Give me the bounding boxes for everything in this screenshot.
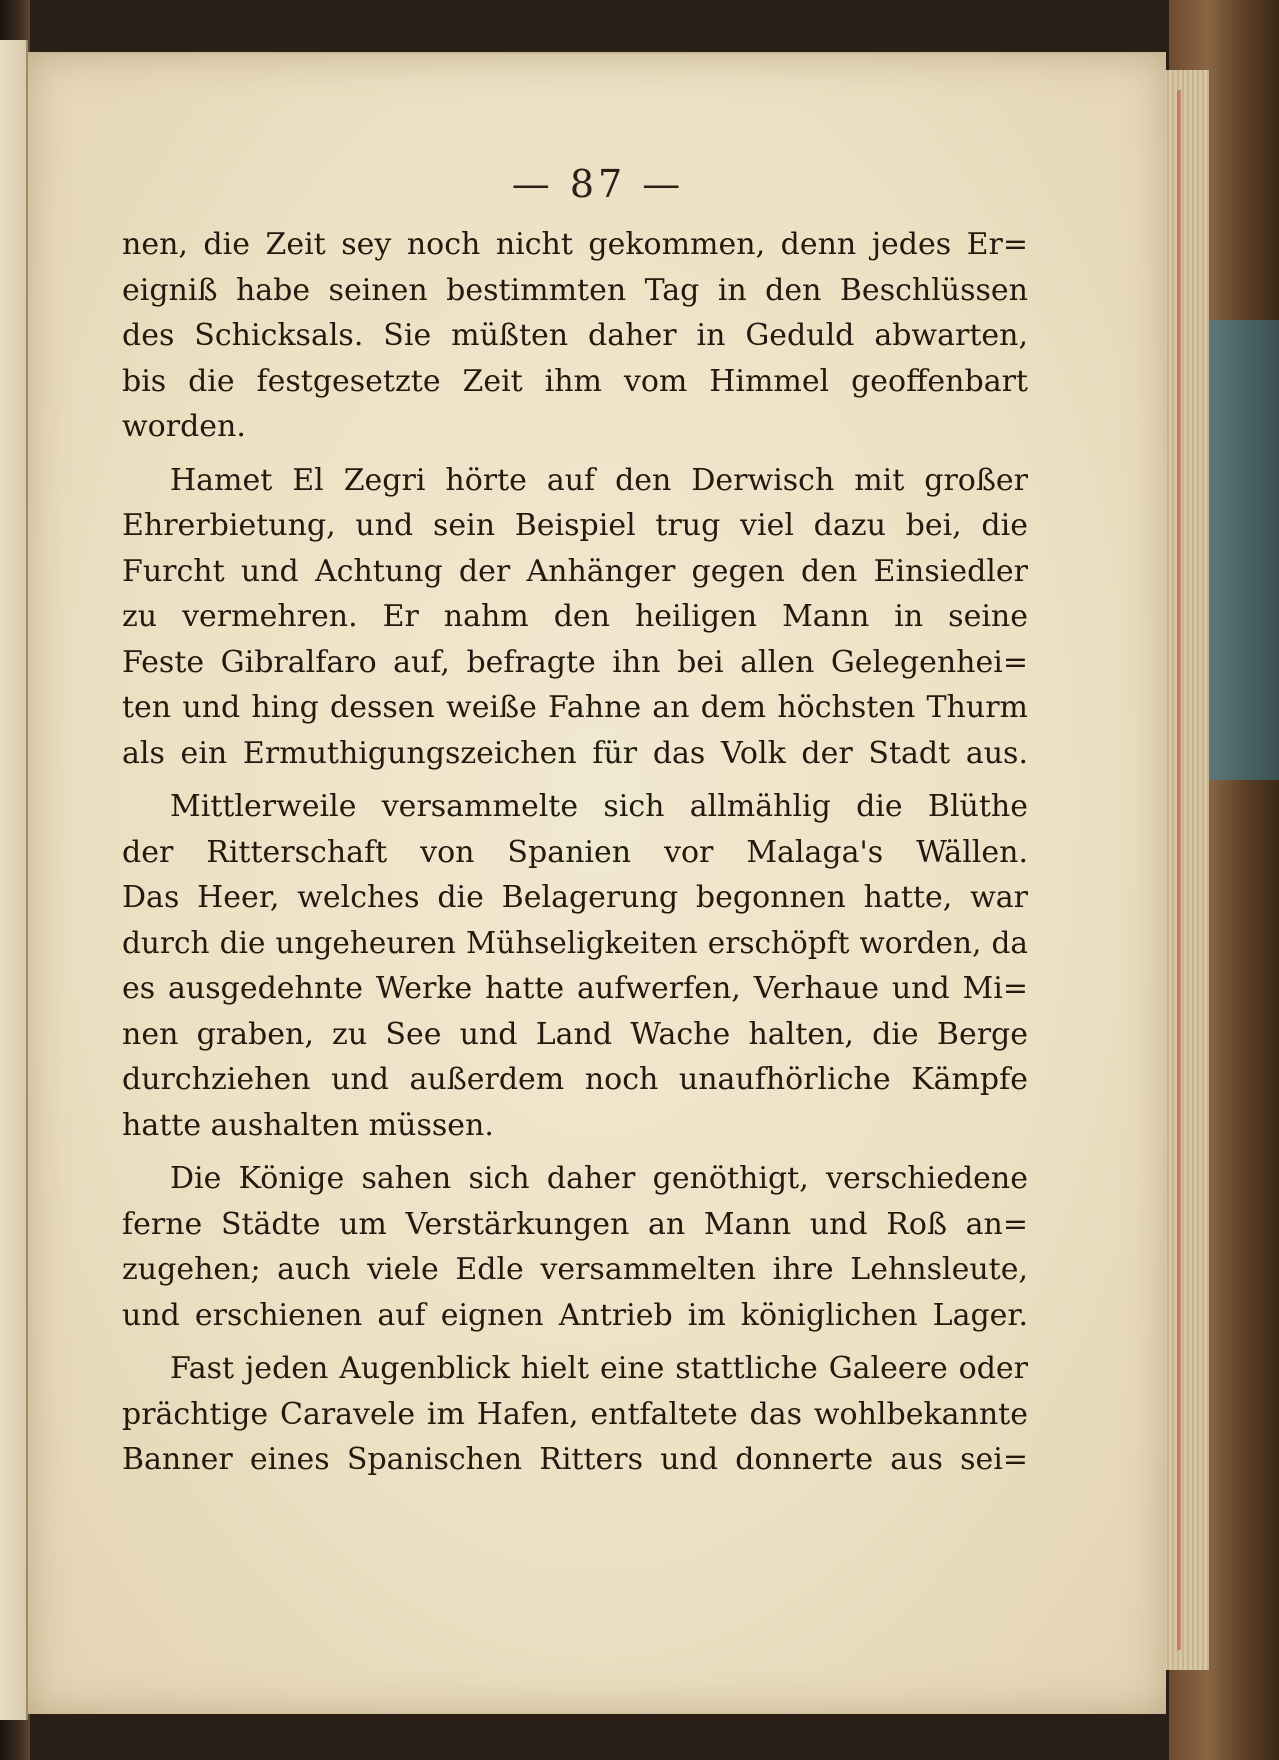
paragraph <box>122 1156 1028 1338</box>
text-line: eigniß habe seinen bestimmten Tag in den Beschlüssen <box>122 272 1028 308</box>
paragraph <box>122 1346 1028 1483</box>
text-line: Ehrerbietung, und sein Beispiel trug viel dazu bei, die <box>122 508 1028 543</box>
text-line: zugehen; auch viele Edle versammelten ihre Lehnsleute, <box>122 1252 1028 1287</box>
text-line: Mittlerweile versammelte sich allmählig die Blüthe <box>170 789 1028 824</box>
text-line: ferne Städte um Verstärkungen an Mann und Roß an= <box>122 1206 1028 1242</box>
text-line: worden. <box>122 409 246 444</box>
text-line: nen graben, zu See und Land Wache halten, die Berge <box>122 1016 1028 1052</box>
text-line: durchziehen und außerdem noch unaufhörliche Kämpfe <box>122 1062 1028 1097</box>
facing-page-edge <box>0 40 28 1720</box>
text-line: prächtige Caravele im Hafen, entfaltete das wohlbekannte <box>122 1396 1028 1432</box>
text-line: Banner eines Spanischen Ritters und donnerte aus sei= <box>122 1442 1028 1477</box>
text-line: des Schicksals. Sie müßten daher in Geduld abwarten, <box>122 318 1028 353</box>
cover-label-patch <box>1209 320 1279 780</box>
red-page-edge-inner <box>1177 90 1181 1650</box>
paragraph <box>122 222 1028 450</box>
text-line: der Ritterschaft von Spanien vor Malaga's Wällen. <box>122 834 1028 870</box>
page-text <box>122 222 1028 1483</box>
text-line: Die Könige sahen sich daher genöthigt, verschiedene <box>170 1161 1028 1196</box>
text-line: hatte aushalten müssen. <box>122 1107 494 1143</box>
text-line: bis die festgesetzte Zeit ihm vom Himmel geoffenbart <box>122 363 1028 399</box>
text-line: Das Heer, welches die Belagerung begonnen hatte, war <box>122 880 1028 915</box>
text-line: Feste Gibralfaro auf, befragte ihn bei allen Gelegenhei= <box>122 644 1028 680</box>
page-number: — 87 — <box>511 162 685 206</box>
text-line: als ein Ermuthigungszeichen für das Volk der Stadt aus. <box>122 735 1028 771</box>
text-line: Hamet El Zegri hörte auf den Derwisch mit großer <box>170 462 1028 498</box>
text-line: Fast jeden Augenblick hielt eine stattliche Galeere oder <box>170 1351 1028 1386</box>
paragraph <box>122 458 1028 777</box>
paragraph <box>122 784 1028 1148</box>
text-line: ten und hing dessen weiße Fahne an dem höchsten Thurm <box>122 690 1028 725</box>
book-page <box>28 52 1166 1714</box>
text-line: Furcht und Achtung der Anhänger gegen den Einsiedler <box>122 553 1028 589</box>
text-line: zu vermehren. Er nahm den heiligen Mann in seine <box>122 599 1028 634</box>
text-line: und erschienen auf eignen Antrieb im königlichen Lager. <box>122 1297 1028 1333</box>
text-line: nen, die Zeit sey noch nicht gekommen, denn jedes Er= <box>122 227 1028 262</box>
text-line: durch die ungeheuren Mühseligkeiten erschöpft worden, da <box>122 925 1028 960</box>
text-line: es ausgedehnte Werke hatte aufwerfen, Verhaue und Mi= <box>122 971 1028 1006</box>
